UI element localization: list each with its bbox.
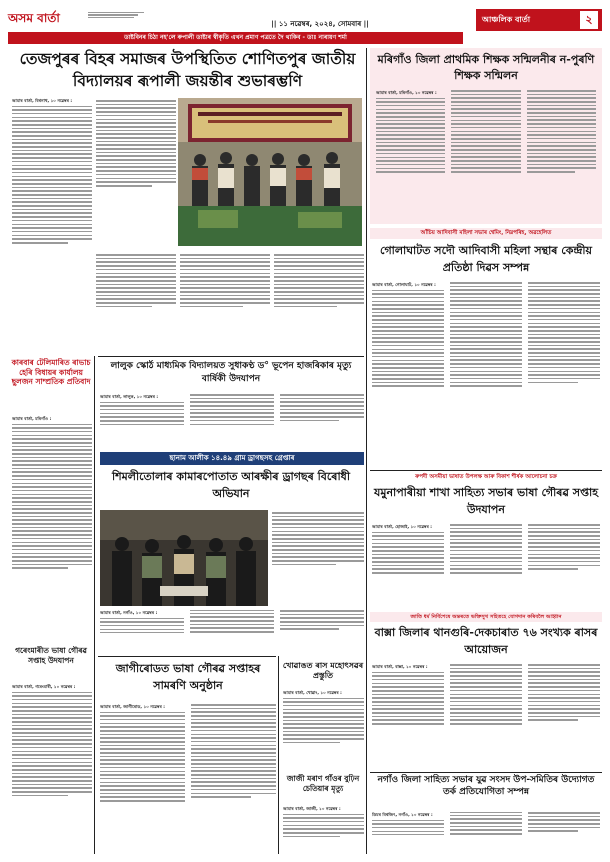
golaghat-kicker bbox=[370, 228, 602, 239]
lead-headline: তেজপুৰৰ বিহৰ সমাজৰ উপস্থিতিত শোণিতপুৰ জাতীয় বিদ্যালয়ৰ ৰূপালী জয়ন্তীৰ শুভাৰম্ভণি bbox=[19, 49, 356, 90]
section-tab bbox=[476, 9, 602, 31]
date-line: || ১১ নৱেম্বৰ, ২০২৪, সোমবাৰ || bbox=[271, 20, 369, 28]
jamuna-kicker bbox=[370, 472, 602, 482]
jagiroad-headline: জাগীৰোডত ভাষা গৌৰৱ সপ্তাহৰ সামৰণি অনুষ্ঠান bbox=[115, 662, 261, 692]
morigaon-headline: মৰিগাঁও জিলা প্ৰাথমিক শিক্ষক সন্মিলনীৰ ন-পুৰণি শিক্ষক সন্মিলন bbox=[377, 53, 595, 82]
lalung-body bbox=[100, 394, 364, 448]
masthead bbox=[8, 6, 602, 32]
lead-body-col2 bbox=[96, 252, 176, 352]
baksa-kicker-text: জাতি ধৰ্ম নিৰ্বিশেষে অন্তৰতে ভক্তিসুখ সহিতহে যোগদান কৰিবলৈ আহ্বান bbox=[410, 614, 562, 620]
jaji-headline: জাজী মৰাণ গাঁওৰ বুঢ়িন চেতিয়াৰ মৃত্যু bbox=[286, 774, 360, 793]
morigaon-body bbox=[376, 90, 596, 220]
nagaon-byline: ডিমৰ বিশ্বজিৎ, নগাঁও, ১০ নৱেম্বৰ : bbox=[372, 812, 433, 817]
nagaon-body bbox=[372, 812, 600, 856]
baksa-body bbox=[372, 664, 600, 770]
left-col-headline: কাৰবাৰ টেলিমাৰিত ৰাভাচ হেৰি বিধায়ৰ কাৰ্যালয় ছুলজন সাম্প্ৰতিক প্ৰতিবাদ bbox=[11, 358, 91, 386]
jaji-byline: আমাৰ বাৰ্তা, জাজী, ১০ নৱেম্বৰ : bbox=[283, 806, 341, 811]
khowang-headline-visible: খোৱাঙত ৰাস মহোৎসৱৰ প্ৰস্তুতি bbox=[282, 660, 364, 680]
left-col2-headline: গৰেংমাৰীত ভাষা গৌৰৱ সপ্তাহ উদযাপন bbox=[15, 646, 87, 665]
morigaon-byline: আমাৰ বাৰ্তা, মৰিগাঁও, ১০ নৱেম্বৰ : bbox=[376, 90, 437, 95]
jagiroad-body bbox=[100, 704, 276, 854]
col-divider-khowang bbox=[278, 656, 279, 854]
headline-strip bbox=[8, 32, 463, 44]
baksa-kicker bbox=[370, 612, 602, 622]
nagaon-headline: নগাঁও জিলা সাহিত্য সভাৰ যুৱ সংসদ উপ-সমিতিৰ উদ্যোগত তৰ্ক প্ৰতিযোগিতা সম্পন্ন bbox=[377, 775, 595, 797]
lead-photo bbox=[178, 98, 362, 246]
shimli-body bbox=[100, 610, 364, 652]
jaji-body bbox=[283, 806, 364, 854]
jamuna-headline: যমুনাপাৰীয়া শাখা সাহিত্য সভাৰ ভাষা গৌৰৱ সপ্তাহ উদযাপন bbox=[374, 486, 598, 516]
lead-body-col3 bbox=[180, 252, 270, 352]
page-number: ২ bbox=[580, 11, 598, 29]
lead-body-col1 bbox=[12, 98, 92, 354]
lead-body-col4 bbox=[274, 252, 364, 352]
lalung-headline: লালুক স্কোৰ্ঠ মাধ্যমিক বিদ্যালয়ত সুধাকণ্ঠ ড° ভূপেন হাজৰিকাৰ মৃত্যু বাৰ্ষিকী উদযাপন bbox=[110, 361, 352, 384]
lead-byline: আমাৰ বাৰ্তা, বিশ্বনাথ, ১০ নৱেম্বৰ : bbox=[12, 98, 73, 103]
jamuna-kicker-text: ৰুপদী অসমীয়া ভাষাত উপলক্ষ আৰু বিকাশ শীৰ্ষক আলোচনা চক্ৰ bbox=[415, 474, 557, 480]
jamuna-body bbox=[372, 524, 600, 608]
divider-lalung bbox=[98, 356, 364, 357]
left-col-body bbox=[12, 416, 92, 642]
logo-tagline-block bbox=[88, 11, 148, 25]
morigaon-box bbox=[370, 48, 602, 224]
left-col2-body bbox=[12, 684, 92, 854]
khowang-byline: আমাৰ বাৰ্তা, খোৱাং, ১০ নৱেম্বৰ : bbox=[283, 690, 342, 695]
col-divider-left bbox=[94, 356, 95, 854]
drug-banner-text: ছানাম আলীক ১৪.৪৯ গ্ৰাম ড্ৰাগছসহ গ্ৰেপ্তাৰ bbox=[169, 454, 295, 462]
col-divider-center bbox=[366, 48, 367, 854]
section-title: আঞ্চলিক বাৰ্তা bbox=[482, 15, 531, 24]
golaghat-body bbox=[372, 282, 600, 468]
baksa-byline: আমাৰ বাৰ্তা, বাক্সা, ১০ নৱেম্বৰ : bbox=[372, 664, 428, 669]
jamuna-byline: আমাৰ বাৰ্তা, হোজাই, ১০ নৱেম্বৰ : bbox=[372, 524, 432, 529]
khowang-body bbox=[283, 690, 364, 772]
jagiroad-byline: আমাৰ বাৰ্তা, জাগীৰোড, ১০ নৱেম্বৰ : bbox=[100, 704, 165, 709]
newspaper-logo: অসম বাৰ্তা bbox=[8, 11, 60, 25]
headline-strip-text: ডাষ্টবিনৰ চিঠা নহ'লে ৰুপালী ডাষ্টাৰ স্বীকৃতি এখন প্ৰমাণ পত্ৰতে দৈ থাকিব - ডাঃ নাৰায়ণ শৰ্মা bbox=[124, 34, 347, 41]
left-col-byline: আমাৰ বাৰ্তা, মৰিগাঁও : bbox=[12, 416, 52, 421]
shimli-body-side bbox=[272, 510, 364, 606]
golaghat-headline: গোলাঘাটত সদৌ আদিবাসী মহিলা সন্থাৰ কেন্দ্ৰীয় প্ৰতিষ্ঠা দিৱস সম্পন্ন bbox=[380, 244, 592, 274]
shimli-headline: শিমলীতোলাৰ কামাৰপোতাত আৰক্ষীৰ ড্ৰাগছৰ বিৰোধী অভিযান bbox=[111, 470, 350, 500]
shimli-photo bbox=[100, 510, 268, 606]
shimli-byline: আমাৰ বাৰ্তা, নগাঁও, ১০ নৱেম্বৰ : bbox=[100, 610, 158, 615]
golaghat-byline: আমাৰ বাৰ্তা, গোলাঘাট, ১০ নৱেম্বৰ : bbox=[372, 282, 436, 287]
left-col2-byline: আমাৰ বাৰ্তা, গৰেংমাৰী, ১০ নৱেম্বৰ : bbox=[12, 684, 76, 689]
golaghat-kicker-text: আঁচিয় আদিবাসী মহিলা সভাৰ শ্বেমিং, নিম্নপৰিহ, অৱহেলিত bbox=[420, 230, 552, 236]
lalung-byline: আমাৰ বাৰ্তা, লালুক, ১০ নৱেম্বৰ : bbox=[100, 394, 159, 399]
lead-body-mid bbox=[96, 98, 176, 248]
divider-jamuna bbox=[370, 470, 602, 471]
divider-nagaon bbox=[370, 772, 602, 773]
baksa-headline: বাক্সা জিলাৰ থানগুৰি-দেকচাৰাত ৭৬ সংখ্যক ৰাসৰ আয়োজন bbox=[374, 626, 598, 656]
divider-jagiroad bbox=[98, 656, 276, 657]
drug-banner bbox=[100, 452, 364, 465]
